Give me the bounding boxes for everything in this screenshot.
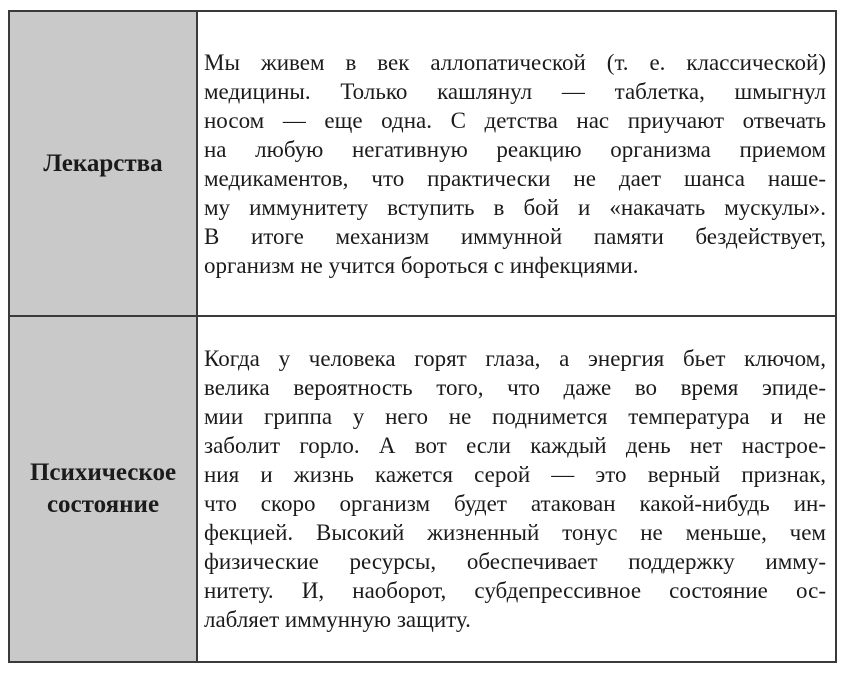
paragraph-line: Когда у человека горят глаза, а энергия бьет ключом, [204,346,826,371]
paragraph-line: Мы живем в век аллопатической (т. е. классической) [204,49,826,75]
paragraph-line: лабляет иммунную защиту. [204,607,471,632]
table-row-medications [9,11,836,316]
paragraph-line: фекцией. Высокий жизненный тонус не меньше, чем [204,520,826,545]
table-body [9,11,836,662]
paragraph-line: му иммунитету вступить в бой и «накачать мускулы». [204,194,826,220]
row-label-cell-mental-state [9,316,197,662]
paragraph-line: мии гриппа у него не поднимется температура и не [204,404,826,429]
paragraph-line: ния и жизнь кажется серой — это верный признак, [204,462,826,487]
row-text-cell-mental-state [197,316,836,662]
paragraph-line: нитету. И, наоборот, субдепрессивное состояние ос- [204,578,826,603]
row-text-cell-medications [197,11,836,316]
paragraph-line: физические ресурсы, обеспечивает поддержку имму- [204,549,826,574]
paragraph-line: заболит горло. А вот если каждый день нет настрое- [204,433,826,458]
row-paragraph-medications [204,48,826,280]
paragraph-line: организм не учится бороться с инфекциями. [204,252,639,278]
immunity-factors-table [8,10,837,663]
row-label-cell-medications [9,11,197,316]
paragraph-line: медикаментов, что практически не дает шанса наше- [204,165,826,191]
row-paragraph-mental-state [204,344,826,634]
paragraph-line: на любую негативную реакцию организма приемом [204,136,826,162]
table-row-mental-state [9,316,836,662]
row-label-mental-state: Психическое состояние [29,459,177,518]
paragraph-line: В итоге механизм иммунной памяти бездействует, [204,223,826,249]
paragraph-line: что скоро организм будет атакован какой-нибудь ин- [204,491,826,516]
paragraph-line: велика вероятность того, что даже во время эпиде- [204,375,826,400]
paragraph-line: носом — еще одна. С детства нас приучают отвечать [204,107,826,133]
paragraph-line: медицины. Только кашлянул — таблетка, шмыгнул [204,78,826,104]
row-label-medications: Лекарства [43,149,163,177]
